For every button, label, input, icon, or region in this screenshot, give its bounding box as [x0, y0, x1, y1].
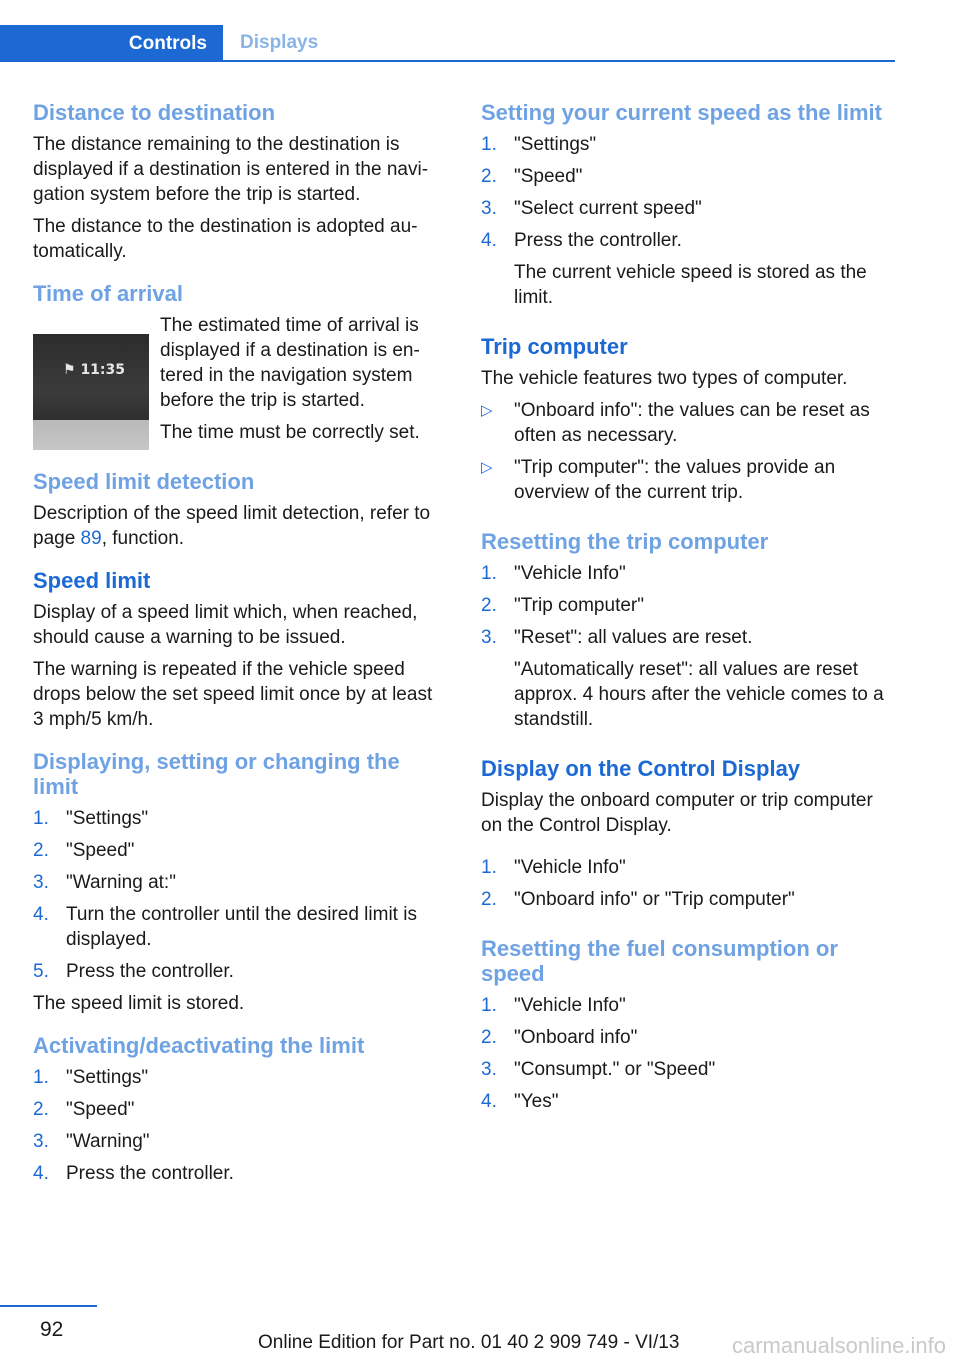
heading-time-of-arrival: Time of arrival [33, 281, 183, 306]
heading-speed-limit-detection: Speed limit detection [33, 469, 255, 494]
step-number: 3. [33, 872, 49, 893]
triangle-bullet-icon: ▷ [481, 459, 493, 476]
edition-text: Online Edition for Part no. 01 40 2 909 749 - VI/13 [258, 1332, 680, 1353]
step-text: "Speed" [514, 166, 583, 187]
control-display-steps [481, 855, 896, 912]
list-item [33, 959, 445, 984]
heading-current-speed-limit: Setting your current speed as the limit [481, 100, 882, 125]
arrival-time-readout [63, 362, 125, 378]
step-text: "Onboard info" [514, 1027, 638, 1048]
step-text: "Vehicle Info" [514, 995, 626, 1016]
step-number: 4. [33, 1163, 49, 1184]
step-text: "Vehicle Info" [514, 857, 626, 878]
list-item [33, 1097, 445, 1122]
list-item [33, 902, 445, 952]
list-item [481, 561, 896, 586]
list-item [33, 838, 445, 863]
step-text: "Onboard info" or "Trip computer" [514, 889, 795, 910]
list-item [481, 887, 896, 912]
resetting-steps [481, 561, 896, 732]
step-text: "Settings" [66, 1067, 149, 1088]
current-speed-steps [481, 132, 896, 310]
step-text: "Warning at:" [66, 872, 176, 893]
displaying-steps [33, 806, 445, 984]
step-text: Press the controller. [66, 1163, 234, 1184]
fuel-steps [481, 993, 896, 1114]
heading-displaying-limit: Displaying, setting or changing the limit [33, 749, 400, 799]
step-number: 2. [33, 840, 49, 861]
step-text: Turn the controller until the desired limit is displayed. [66, 904, 417, 950]
step-text: "Select current speed" [514, 198, 702, 219]
step-text: "Settings" [514, 134, 597, 155]
list-item [33, 1065, 445, 1090]
arrival-section [33, 306, 445, 445]
list-item [33, 1161, 445, 1186]
list-item [481, 455, 896, 505]
step-number: 3. [481, 198, 497, 219]
arrival-paragraph-2: The time must be correctly set. [160, 422, 420, 443]
arrival-time-display-image [33, 334, 149, 450]
step-number: 5. [33, 961, 49, 982]
step-text: "Speed" [66, 840, 135, 861]
step-number: 1. [33, 808, 49, 829]
step-number: 2. [481, 595, 497, 616]
arrival-text [160, 306, 445, 445]
step-number: 3. [481, 627, 497, 648]
step-text: "Settings" [66, 808, 149, 829]
arrival-time-value: 11:35 [80, 362, 126, 378]
step-number: 3. [33, 1131, 49, 1152]
step-number: 1. [481, 995, 497, 1016]
step-number: 2. [481, 1027, 497, 1048]
trip-computer-paragraph: The vehicle features two types of computer. [481, 368, 848, 389]
list-item [481, 855, 896, 880]
step-text: "Reset": all values are reset. [514, 627, 753, 648]
heading-distance-to-destination: Distance to destination [33, 100, 276, 125]
list-item [481, 164, 896, 189]
step-number: 1. [33, 1067, 49, 1088]
distance-paragraph-2: The distance to the destination is adopted automatically. [33, 216, 418, 262]
step-subtext: "Automatically reset": all values are reset approx. 4 hours after the vehicle comes to a standstill. [514, 659, 884, 730]
detection-text-end: , function. [101, 528, 185, 549]
control-display-paragraph: Display the onboard computer or trip computer on the Control Display. [481, 790, 873, 836]
page-link-89[interactable]: 89 [80, 528, 102, 549]
step-text: "Trip computer" [514, 595, 644, 616]
step-text: "Vehicle Info" [514, 563, 626, 584]
list-item [33, 870, 445, 895]
step-number: 4. [33, 904, 49, 925]
step-number: 4. [481, 230, 497, 251]
list-item [481, 1025, 896, 1050]
displaying-after-text: The speed limit is stored. [33, 993, 245, 1014]
step-number: 1. [481, 857, 497, 878]
step-number: 1. [481, 563, 497, 584]
chapter-header [0, 25, 895, 62]
list-item [481, 993, 896, 1018]
list-item [481, 398, 896, 448]
list-item [481, 196, 896, 221]
list-item [481, 132, 896, 157]
heading-resetting-trip-computer: Resetting the trip computer [481, 529, 769, 554]
step-text: Press the controller. [66, 961, 234, 982]
step-subtext: The current vehicle speed is stored as the limit. [514, 262, 867, 308]
heading-trip-computer: Trip computer [481, 334, 628, 359]
step-number: 2. [33, 1099, 49, 1120]
watermark: carmanualsonline.info [731, 1333, 946, 1358]
step-text: Press the controller. [514, 230, 682, 251]
distance-paragraph-1: The distance remaining to the destination is displayed if a destination is entered in the navigation system before the trip is started. [33, 134, 429, 205]
bullet-text: "Onboard info": the values can be reset as often as necessary. [514, 400, 870, 446]
left-column [33, 100, 445, 1193]
step-number: 2. [481, 166, 497, 187]
list-item [481, 1057, 896, 1082]
tab-displays[interactable]: Displays [240, 31, 319, 53]
step-text: "Warning" [66, 1131, 150, 1152]
arrival-paragraph-1: The estimated time of arrival is displayed if a destination is entered in the navigation system before the trip is started. [160, 315, 420, 411]
right-column [481, 100, 896, 1121]
heading-activating-limit: Activating/deactivating the limit [33, 1033, 365, 1058]
list-item [481, 625, 896, 732]
detection-text: Description of the speed limit detection, refer to page [33, 503, 431, 549]
flag-glyph-icon: ⚑ [63, 362, 76, 378]
step-number: 2. [481, 889, 497, 910]
heading-control-display: Display on the Control Display [481, 756, 801, 781]
step-text: "Consumpt." or "Speed" [514, 1059, 716, 1080]
detection-paragraph [33, 501, 445, 551]
trip-computer-bullets [481, 398, 896, 505]
list-item [481, 228, 896, 310]
step-text: "Yes" [514, 1091, 559, 1112]
header-rule [0, 60, 895, 62]
page-number: 92 [40, 1318, 64, 1341]
speed-limit-paragraph-1: Display of a speed limit which, when reached, should cause a warning to be issued. [33, 602, 418, 648]
heading-speed-limit: Speed limit [33, 568, 151, 593]
step-number: 1. [481, 134, 497, 155]
list-item [481, 593, 896, 618]
list-item [33, 1129, 445, 1154]
step-text: "Speed" [66, 1099, 135, 1120]
list-item [481, 1089, 896, 1114]
heading-resetting-fuel: Resetting the fuel consumption or speed [481, 936, 838, 986]
tab-controls[interactable]: Controls [0, 25, 223, 62]
list-item [33, 806, 445, 831]
footer-rule [0, 1305, 97, 1307]
speed-limit-paragraph-2: The warning is repeated if the vehicle speed drops below the set speed limit once by at least 3 mph/5 km/h. [33, 659, 433, 730]
bullet-text: "Trip computer": the values provide an overview of the current trip. [514, 457, 836, 503]
step-number: 4. [481, 1091, 497, 1112]
activating-steps [33, 1065, 445, 1186]
step-number: 3. [481, 1059, 497, 1080]
triangle-bullet-icon: ▷ [481, 402, 493, 419]
